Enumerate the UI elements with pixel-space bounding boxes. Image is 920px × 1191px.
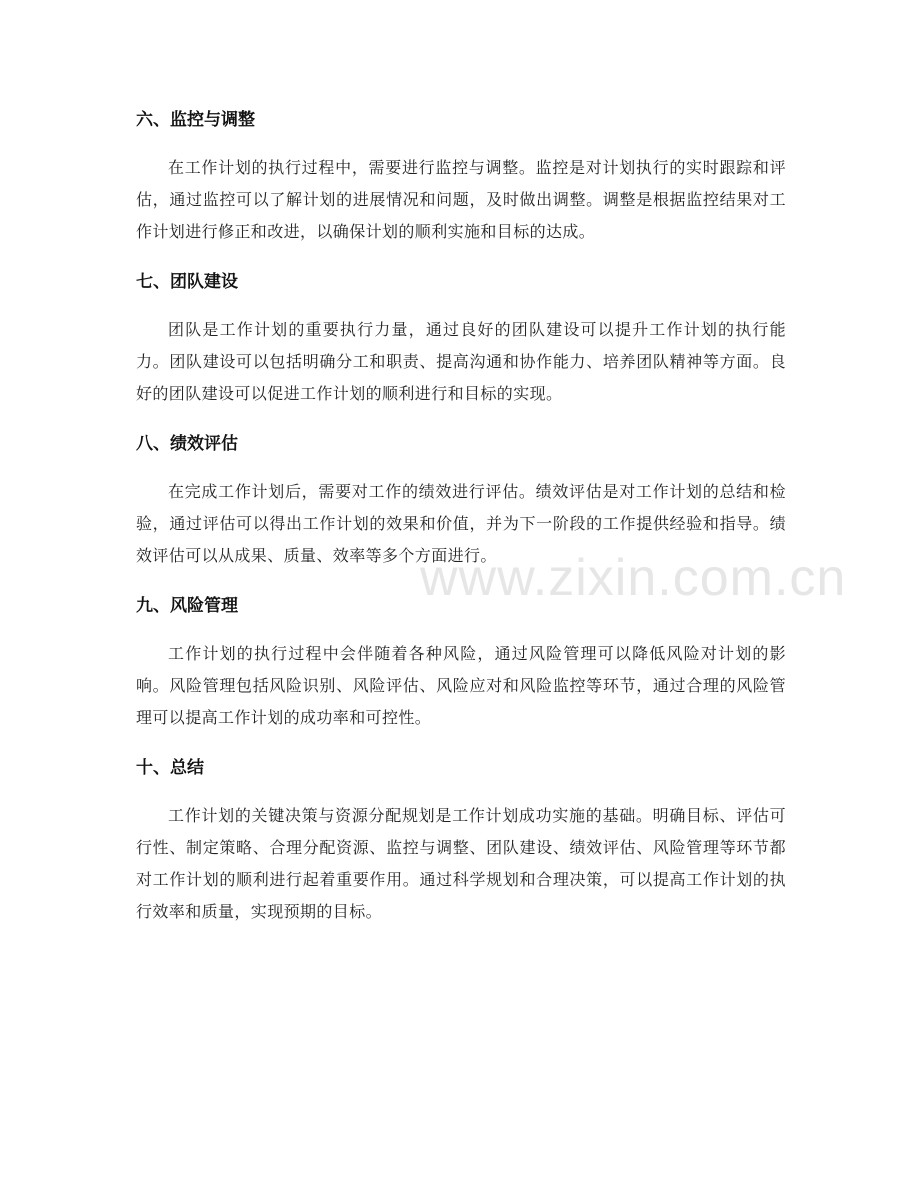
section-heading: 九、风险管理 — [136, 596, 238, 616]
section-paragraph: 工作计划的执行过程中会伴随着各种风险，通过风险管理可以降低风险对计划的影响。风险管理包括风险识别、风险评估、风险应对和风险监控等环节，通过合理的风险管理可以提高工作计划的成功率和可控性。 — [136, 644, 786, 727]
section-summary — [136, 754, 786, 928]
section-team-building — [136, 268, 786, 410]
section-heading: 八、绩效评估 — [136, 434, 238, 454]
watermark: www.zixin.com.cn — [420, 549, 847, 607]
section-paragraph: 在工作计划的执行过程中，需要进行监控与调整。监控是对计划执行的实时跟踪和评估，通过监控可以了解计划的进展情况和问题，及时做出调整。调整是根据监控结果对工作计划进行修正和改进，以确保计划的顺利实施和目标的达成。 — [136, 158, 786, 241]
section-paragraph: 工作计划的关键决策与资源分配规划是工作计划成功实施的基础。明确目标、评估可行性、制定策略、合理分配资源、监控与调整、团队建设、绩效评估、风险管理等环节都对工作计划的顺利进行起着重要作用。通过科学规划和合理决策，可以提高工作计划的执行效率和质量，实现预期的目标。 — [136, 806, 786, 921]
section-performance — [136, 430, 786, 572]
section-paragraph: 团队是工作计划的重要执行力量，通过良好的团队建设可以提升工作计划的执行能力。团队建设可以包括明确分工和职责、提高沟通和协作能力、培养团队精神等方面。良好的团队建设可以促进工作计划的顺利进行和目标的实现。 — [136, 320, 786, 403]
section-heading: 七、团队建设 — [136, 272, 238, 292]
document-body — [136, 106, 786, 948]
section-heading: 十、总结 — [136, 758, 204, 778]
section-risk — [136, 592, 786, 734]
section-paragraph: 在完成工作计划后，需要对工作的绩效进行评估。绩效评估是对工作计划的总结和检验，通过评估可以得出工作计划的效果和价值，并为下一阶段的工作提供经验和指导。绩效评估可以从成果、质量、效率等多个方面进行。 — [136, 482, 786, 565]
section-monitoring — [136, 106, 786, 248]
section-heading: 六、监控与调整 — [136, 110, 255, 130]
